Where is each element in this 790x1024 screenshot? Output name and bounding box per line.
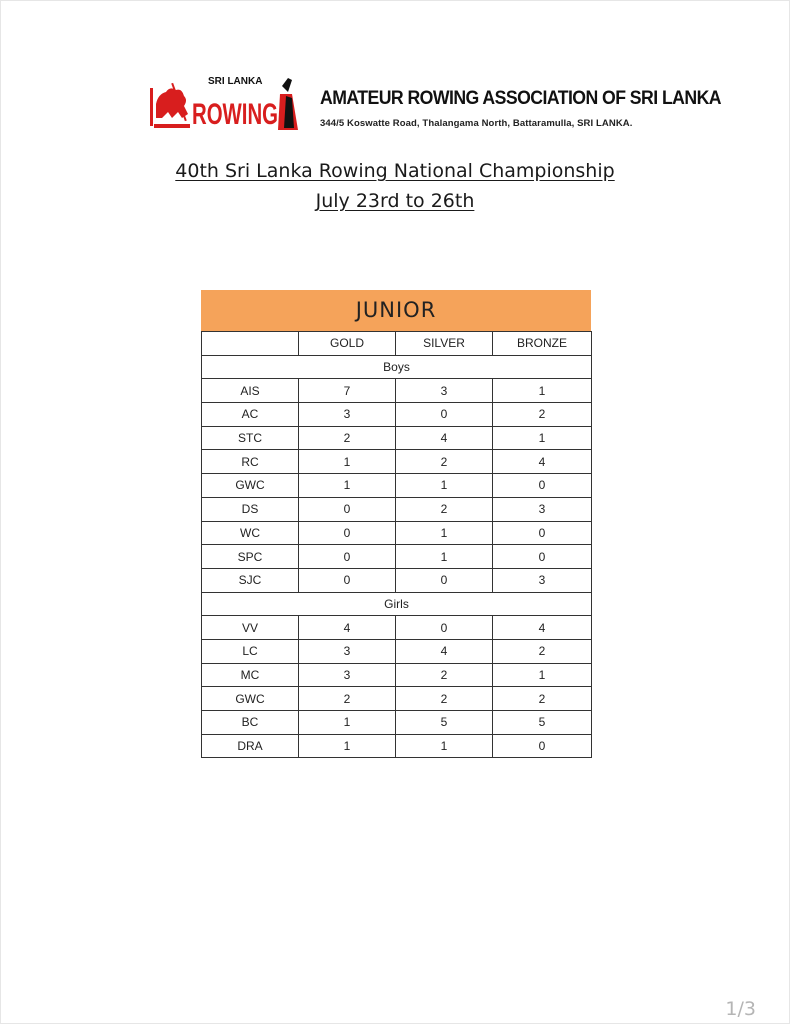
table-row	[202, 403, 592, 427]
gold-cell: 1	[299, 734, 396, 758]
silver-cell: 4	[396, 426, 493, 450]
table-row	[202, 663, 592, 687]
silver-cell: 0	[396, 568, 493, 592]
gold-cell: 2	[299, 687, 396, 711]
table-row	[202, 426, 592, 450]
junior-banner: JUNIOR	[201, 290, 591, 331]
championship-title: 40th Sri Lanka Rowing National Championship	[175, 160, 615, 182]
bronze-cell: 1	[493, 663, 592, 687]
silver-cell: 2	[396, 497, 493, 521]
bronze-cell: 2	[493, 639, 592, 663]
bronze-cell: 3	[493, 497, 592, 521]
lion-emblem-icon	[150, 83, 190, 128]
gold-cell: 3	[299, 639, 396, 663]
team-cell: DRA	[202, 734, 299, 758]
letterhead	[148, 74, 721, 134]
svg-text:SRI LANKA: SRI LANKA	[208, 76, 263, 87]
silver-cell: 3	[396, 379, 493, 403]
gold-cell: 1	[299, 474, 396, 498]
team-cell: LC	[202, 639, 299, 663]
silver-cell: 5	[396, 711, 493, 735]
svg-text:ROWING: ROWING	[192, 98, 278, 131]
table-row	[202, 711, 592, 735]
bronze-cell: 2	[493, 687, 592, 711]
silver-cell: 1	[396, 474, 493, 498]
team-cell: SJC	[202, 568, 299, 592]
medal-table-container	[201, 290, 591, 758]
organization-address: 344/5 Koswatte Road, Thalangama North, Battaramulla, SRI LANKA.	[320, 118, 633, 129]
team-cell: VV	[202, 616, 299, 640]
gold-cell: 0	[299, 568, 396, 592]
bronze-cell: 4	[493, 616, 592, 640]
gold-cell: 3	[299, 663, 396, 687]
sri-lanka-rowing-logo	[148, 74, 308, 134]
gold-cell: 0	[299, 545, 396, 569]
column-header	[202, 332, 299, 356]
bronze-cell: 0	[493, 474, 592, 498]
team-cell: STC	[202, 426, 299, 450]
silver-cell: 2	[396, 663, 493, 687]
championship-dates: July 23rd to 26th	[315, 190, 475, 212]
silver-cell: 1	[396, 734, 493, 758]
rower-oar-icon	[278, 78, 298, 130]
silver-cell: 0	[396, 403, 493, 427]
group-label: Boys	[202, 355, 592, 379]
document-title	[0, 156, 790, 216]
column-header: SILVER	[396, 332, 493, 356]
column-header: BRONZE	[493, 332, 592, 356]
bronze-cell: 0	[493, 734, 592, 758]
table-row	[202, 639, 592, 663]
team-cell: BC	[202, 711, 299, 735]
gold-cell: 0	[299, 521, 396, 545]
team-cell: GWC	[202, 474, 299, 498]
group-header-row	[202, 355, 592, 379]
silver-cell: 2	[396, 450, 493, 474]
silver-cell: 0	[396, 616, 493, 640]
gold-cell: 1	[299, 450, 396, 474]
bronze-cell: 3	[493, 568, 592, 592]
table-header-row	[202, 332, 592, 356]
silver-cell: 2	[396, 687, 493, 711]
team-cell: RC	[202, 450, 299, 474]
table-row	[202, 734, 592, 758]
gold-cell: 2	[299, 426, 396, 450]
team-cell: GWC	[202, 687, 299, 711]
table-row	[202, 450, 592, 474]
team-cell: SPC	[202, 545, 299, 569]
group-header-row	[202, 592, 592, 616]
gold-cell: 4	[299, 616, 396, 640]
gold-cell: 7	[299, 379, 396, 403]
column-header: GOLD	[299, 332, 396, 356]
table-row	[202, 521, 592, 545]
table-row	[202, 379, 592, 403]
team-cell: MC	[202, 663, 299, 687]
team-cell: AC	[202, 403, 299, 427]
table-row	[202, 474, 592, 498]
medal-table	[201, 331, 592, 758]
organization-name: AMATEUR ROWING ASSOCIATION OF SRI LANKA	[320, 88, 721, 109]
bronze-cell: 5	[493, 711, 592, 735]
gold-cell: 0	[299, 497, 396, 521]
bronze-cell: 2	[493, 403, 592, 427]
silver-cell: 1	[396, 545, 493, 569]
page-indicator: 1/3	[725, 998, 756, 1020]
gold-cell: 1	[299, 711, 396, 735]
team-cell: DS	[202, 497, 299, 521]
silver-cell: 1	[396, 521, 493, 545]
team-cell: AIS	[202, 379, 299, 403]
bronze-cell: 0	[493, 545, 592, 569]
table-row	[202, 497, 592, 521]
bronze-cell: 1	[493, 379, 592, 403]
bronze-cell: 1	[493, 426, 592, 450]
gold-cell: 3	[299, 403, 396, 427]
team-cell: WC	[202, 521, 299, 545]
table-row	[202, 545, 592, 569]
table-row	[202, 568, 592, 592]
table-row	[202, 616, 592, 640]
silver-cell: 4	[396, 639, 493, 663]
bronze-cell: 0	[493, 521, 592, 545]
bronze-cell: 4	[493, 450, 592, 474]
table-row	[202, 687, 592, 711]
group-label: Girls	[202, 592, 592, 616]
